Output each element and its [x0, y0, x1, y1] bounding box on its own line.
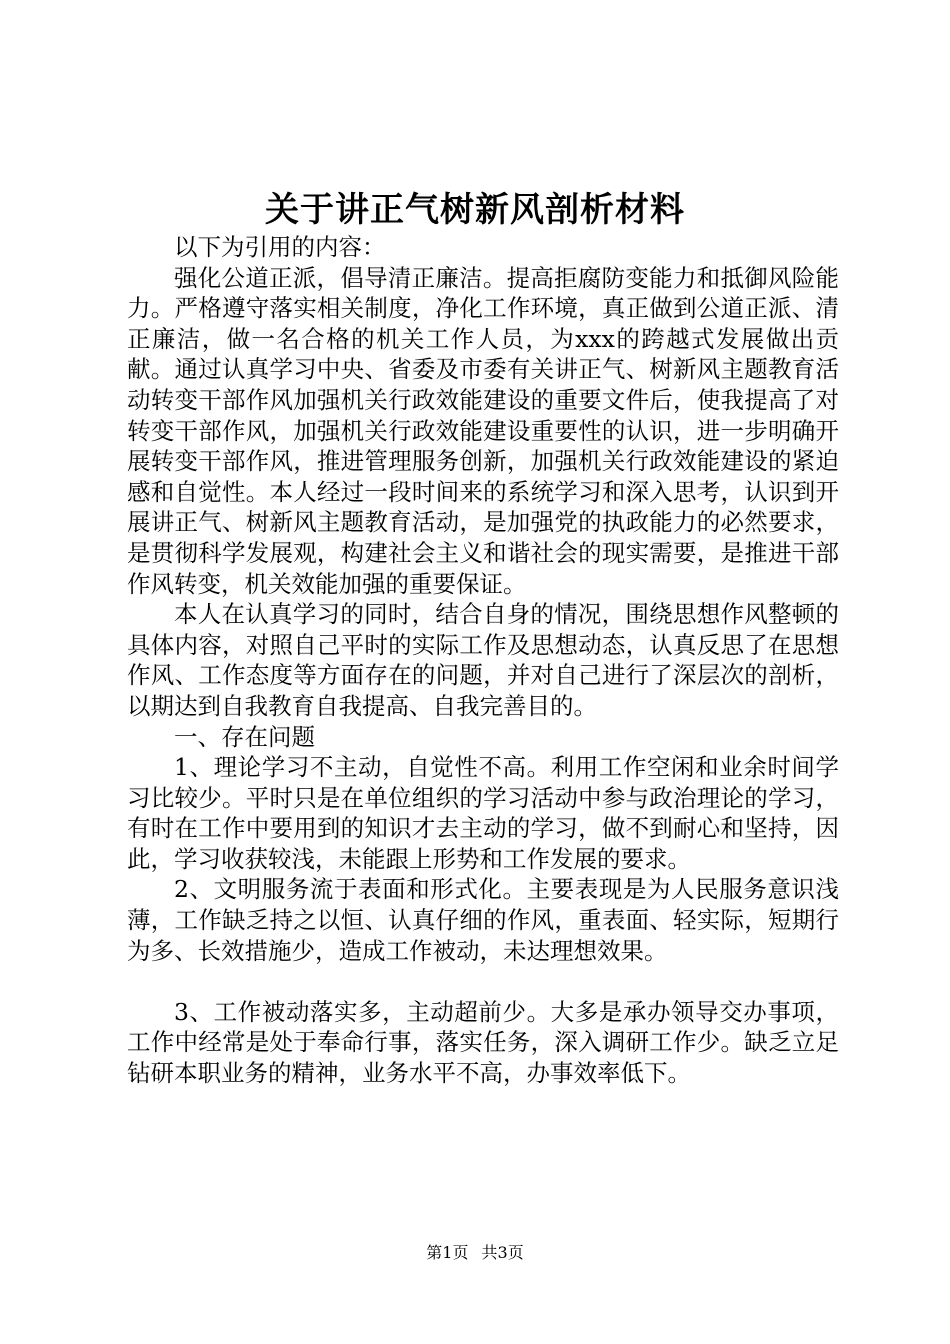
body-paragraph: 本人在认真学习的同时，结合自身的情况，围绕思想作风整顿的具体内容，对照自己平时的实际工作及思想动态，认真反思了在思想作风、工作态度等方面存在的问题，并对自己进行了深层次的剖析，以期达到自我教育自我提高、自我完善目的。: [127, 600, 839, 720]
section-heading: 一、存在问题: [174, 722, 315, 751]
issue-paragraph: 3、工作被动落实多，主动超前少。大多是承办领导交办事项，工作中经常是处于奉命行事，落实任务，深入调研工作少。缺乏立足钻研本职业务的精神，业务水平不高，办事效率低下。: [127, 997, 839, 1088]
body-paragraph: 强化公道正派，倡导清正廉洁。提高拒腐防变能力和抵御风险能力。严格遵守落实相关制度，净化工作环境，真正做到公道正派、清正廉洁，做一名合格的机关工作人员，为xxx的跨越式发展做出贡献。通过认真学习中央、省委及市委有关讲正气、树新风主题教育活动转变干部作风加强机关行政效能建设的重要文件后，使我提高了对转变干部作风，加强机关行政效能建设重要性的认识，进一步明确开展转变干部作风，推进管理服务创新，加强机关行政效能建设的紧迫感和自觉性。本人经过一段时间来的系统学习和深入思考，认识到开展讲正气、树新风主题教育活动，是加强党的执政能力的必然要求，是贯彻科学发展观，构建社会主义和谐社会的现实需要，是推进干部作风转变，机关效能加强的重要保证。: [127, 263, 839, 598]
document-body: [127, 232, 839, 1089]
page-number: 第1页: [426, 1243, 469, 1262]
issue-paragraph: 1、理论学习不主动，自觉性不高。利用工作空闲和业余时间学习比较少。平时只是在单位组织的学习活动中参与政治理论的学习，有时在工作中要用到的知识才去主动的学习，做不到耐心和坚持，因此，学习收获较浅，未能跟上形势和工作发展的要求。: [127, 753, 839, 873]
issue-paragraph: 2、文明服务流于表面和形式化。主要表现是为人民服务意识浅薄，工作缺乏持之以恒、认真仔细的作风，重表面、轻实际，短期行为多、长效措施少，造成工作被动，未达理想效果。: [127, 875, 839, 965]
page-footer: [0, 1242, 950, 1264]
quote-intro-paragraph: 以下为引用的内容：: [174, 233, 386, 261]
page-total: 共3页: [481, 1243, 524, 1262]
document-title: 关于讲正气树新风剖析材料: [265, 190, 685, 230]
